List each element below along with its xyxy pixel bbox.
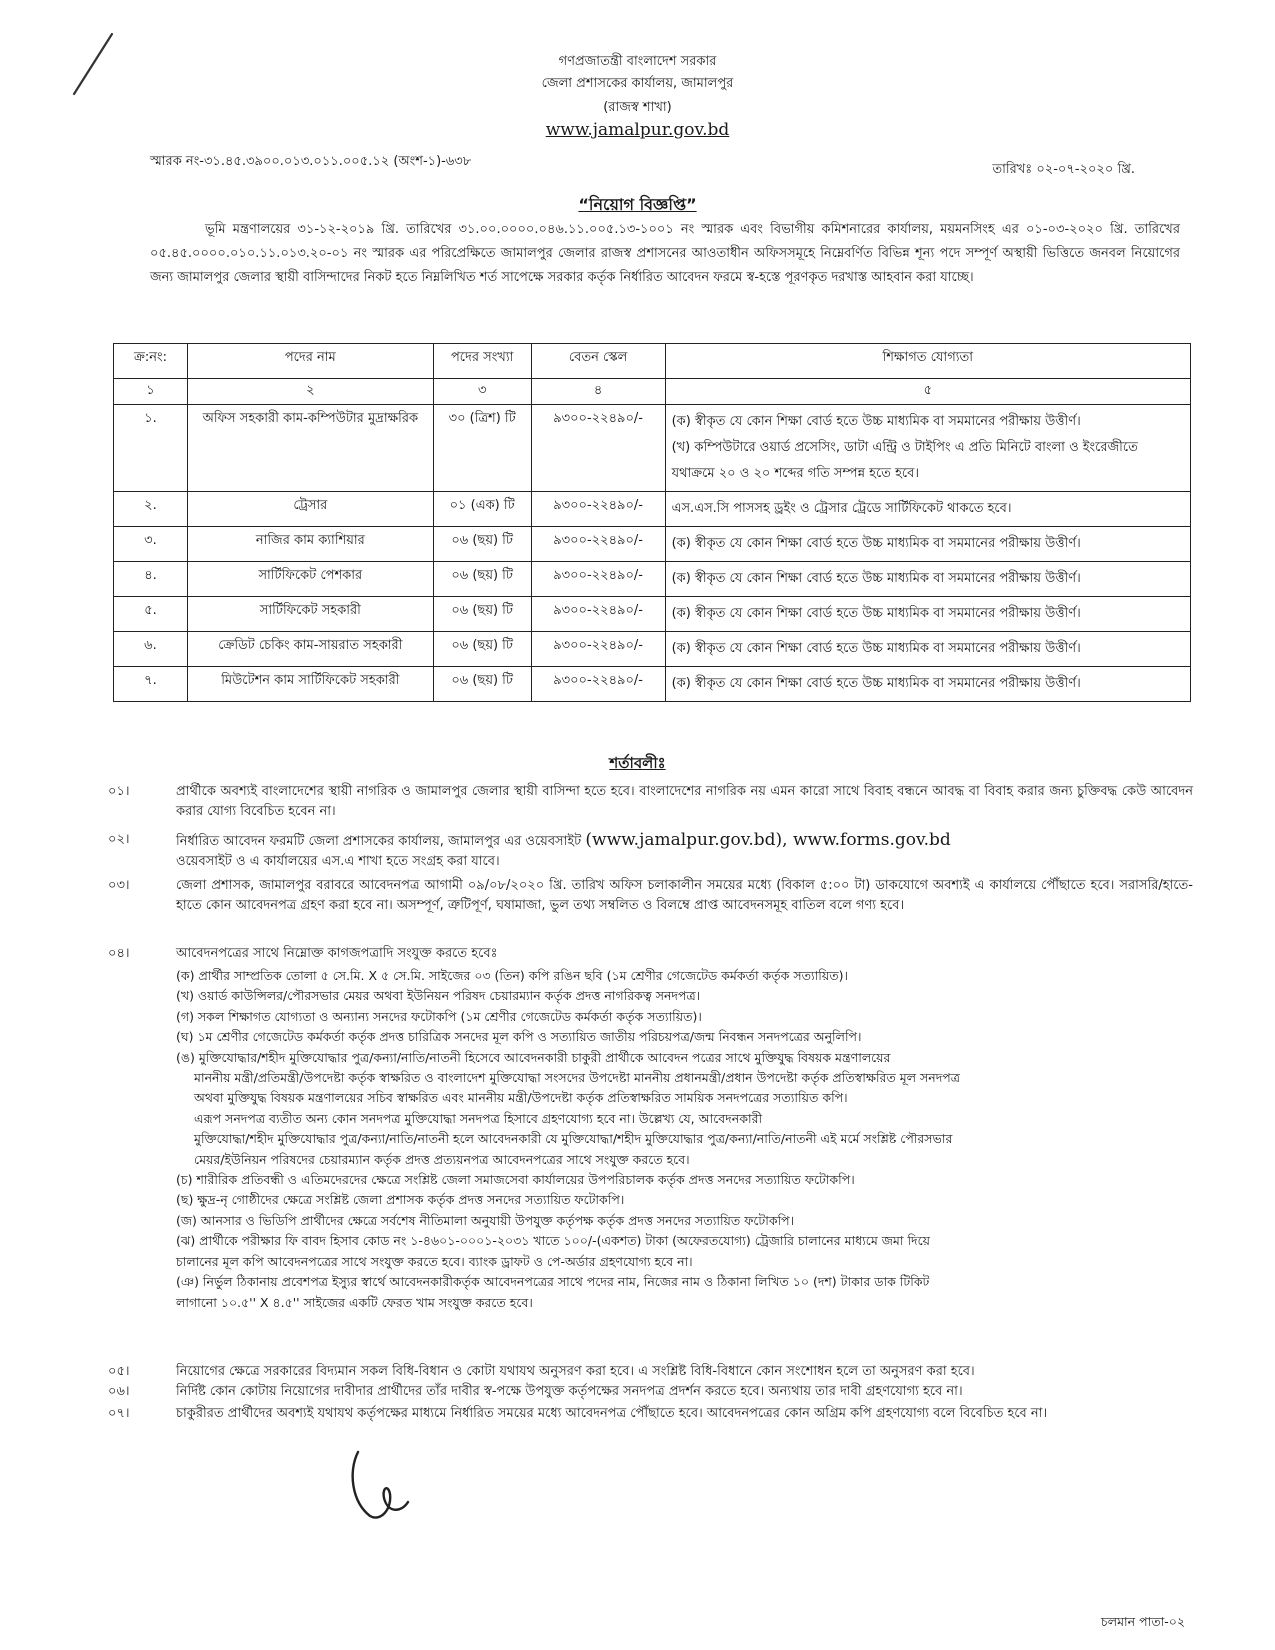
- term-text: নিয়োগের ক্ষেত্রে সরকারের বিদ্যমান সকল বিধি-বিধান ও কোটা যথাযথ অনুসরণ করা হবে। এ সংশ্লিষ্ট বিধি-বিধানে কোন সংশোধন হলে তা অনুসরণ করা হবে।: [176, 1364, 975, 1379]
- qualification-item: (ক) স্বীকৃত যে কোন শিক্ষা বোর্ড হতে উচ্চ মাধ্যমিক বা সমমানের পরীক্ষায় উত্তীর্ণ।: [671, 571, 1081, 586]
- row-post-count: ৩০ (ত্রিশ) টি: [433, 405, 531, 492]
- document-item: (ঝ) প্রার্থীকে পরীক্ষার ফি বাবদ হিসাব কোড নং ১-৪৬০১-০০০১-২০৩১ খাতে ১০০/-(একশত) টাকা (অফেরতযোগ্য) ট্রেজারি চালানের মাধ্যমে জমা দিয়ে: [176, 1233, 930, 1249]
- row-post-count: ০১ (এক) টি: [433, 492, 531, 527]
- row-qualification: [665, 562, 1190, 597]
- term-number: ০৪।: [108, 946, 130, 961]
- table-row: [114, 597, 1191, 632]
- term-text: [176, 830, 1193, 872]
- letterhead-office: জেলা প্রশাসকের কার্যালয়, জামালপুর: [541, 76, 734, 91]
- term-number: ০৩।: [108, 878, 130, 893]
- header-post-count: পদের সংখ্যা: [433, 344, 531, 379]
- qualification-item: (ক) স্বীকৃত যে কোন শিক্ষা বোর্ড হতে উচ্চ মাধ্যমিক বা সমমানের পরীক্ষায় উত্তীর্ণ।: [671, 414, 1081, 429]
- document-item: (জ) আনসার ও ভিডিপি প্রার্থীদের ক্ষেত্রে সর্বশেষ নীতিমালা অনুযায়ী উপযুক্ত কর্তৃপক্ষ কর্তৃক প্রদত্ত সনদের সত্যায়িত ফটোকপি।: [176, 1212, 795, 1228]
- row-pay-scale: ৯৩০০-২২৪৯০/-: [531, 667, 665, 702]
- table-row: [114, 562, 1191, 597]
- qualification-item: (ক) স্বীকৃত যে কোন শিক্ষা বোর্ড হতে উচ্চ মাধ্যমিক বা সমমানের পরীক্ষায় উত্তীর্ণ।: [671, 676, 1081, 691]
- table-row: [114, 405, 1191, 492]
- qualification-item: (খ) কম্পিউটারে ওয়ার্ড প্রসেসিং, ডাটা এন্ট্রি ও টাইপিং এ প্রতি মিনিটে বাংলা ও ইংরেজীতে যথাক্রমে ২০ ও ২০ শব্দের গতি সম্পন্ন হতে হবে।: [671, 440, 1138, 481]
- row-pay-scale: ৯৩০০-২২৪৯০/-: [531, 405, 665, 492]
- document-item-continued: অথবা মুক্তিযুদ্ধ বিষয়ক মন্ত্রণালয়ের সচিব স্বাক্ষরিত এবং মাননীয় মন্ত্রী/উপদেষ্টা কর্তৃক প্রতিস্বাক্ষরিত সাময়িক সনদপত্রের সত্যায়িত কপি।: [194, 1090, 848, 1106]
- row-post-count: ০৬ (ছয়) টি: [433, 527, 531, 562]
- row-post-name: নাজির কাম ক্যাশিয়ার: [187, 527, 433, 562]
- term-item: [108, 1362, 1193, 1382]
- column-number-row: [114, 379, 1191, 405]
- signature-mark: [330, 1432, 430, 1532]
- letterhead-branch: (রাজস্ব শাখা): [603, 100, 672, 115]
- document-item: (চ) শারীরিক প্রতিবন্ধী ও এতিমদেরদের ক্ষেত্রে সংশ্লিষ্ট জেলা সমাজসেবা কার্যালয়ের উপপরিচালক কর্তৃক প্রদত্ত সনদের সত্যায়িত ফটোকপি।: [176, 1172, 855, 1188]
- term-number: ০২।: [108, 832, 130, 847]
- header-pay-scale: বেতন স্কেল: [531, 344, 665, 379]
- row-post-name: সার্টিফিকেট সহকারী: [187, 597, 433, 632]
- document-item: (ঙ) মুক্তিযোদ্ধার/শহীদ মুক্তিযোদ্ধার পুত্র/কন্যা/নাতি/নাতনী হিসেবে আবেদনকারী চাকুরী প্রার্থীকে আবেদন পত্রের সাথে মুক্তিযুদ্ধ বিষয়ক মন্ত্রণালয়ের: [176, 1049, 891, 1065]
- row-post-name: ক্রেডিট চেকিং কাম-সায়রাত সহকারী: [187, 632, 433, 667]
- qualification-item: (ক) স্বীকৃত যে কোন শিক্ষা বোর্ড হতে উচ্চ মাধ্যমিক বা সমমানের পরীক্ষায় উত্তীর্ণ।: [671, 536, 1081, 551]
- forms-website-links: (www.jamalpur.gov.bd), www.forms.gov.bd: [585, 830, 951, 850]
- term-text: জেলা প্রশাসক, জামালপুর বরাবরে আবেদনপত্র আগামী ০৯/০৮/২০২০ খ্রি. তারিখ অফিস চলাকালীন সময়ের মধ্যে (বিকাল ৫:০০ টা) ডাকযোগে অবশ্যই এ কার্যালয়ে পৌঁছাতে হবে। সরাসরি/হাতে-হাতে কোন আবেদনপত্র গ্রহণ করা হবে না। অসম্পূর্ণ, ত্রুটিপূর্ণ, ঘষামাজা, ভুল তথ্য সম্বলিত ও বিলম্বে প্রাপ্ত আবেদনসমূহ বাতিল বলে গণ্য হবে।: [176, 878, 1193, 913]
- table-row: [114, 632, 1191, 667]
- term-text-part: নির্ধারিত আবেদন ফরমটি জেলা প্রশাসকের কার্যালয়, জামালপুর এর ওয়েবসাইট: [176, 834, 582, 849]
- row-qualification: [665, 405, 1190, 492]
- table-row: [114, 667, 1191, 702]
- qualification-item: (ক) স্বীকৃত যে কোন শিক্ষা বোর্ড হতে উচ্চ মাধ্যমিক বা সমমানের পরীক্ষায় উত্তীর্ণ।: [671, 606, 1081, 621]
- document-item: (ঘ) ১ম শ্রেণীর গেজেটেড কর্মকর্তা কর্তৃক প্রদত্ত চারিত্রিক সনদের মূল কপি ও সত্যায়িত জাতীয় পরিচয়পত্র/জন্ম নিবন্ধন সনদপত্রের অনুলিপি।: [176, 1029, 862, 1045]
- document-item: (ঞ) নির্ভুল ঠিকানায় প্রবেশপত্র ইস্যুর স্বার্থে আবেদনকারীকর্তৃক আবেদনপত্রের সাথে পদের নাম, নিজের নাম ও ঠিকানা লিখিত ১০ (দশ) টাকার ডাক টিকিট: [176, 1274, 930, 1290]
- document-item-continued: মেয়র/ইউনিয়ন পরিষদের চেয়ারম্যান কর্তৃক প্রদত্ত প্রত্যয়নপত্র আবেদনপত্রের সাথে সংযুক্ত করতে হবে।: [194, 1151, 690, 1167]
- term-text: নির্দিষ্ট কোন কোটায় নিয়োগের দাবীদার প্রার্থীদের তাঁর দাবীর স্ব-পক্ষে উপযুক্ত কর্তৃপক্ষের সনদপত্র প্রদর্শন করতে হবে। অন্যথায় তার দাবী গ্রহণযোগ্য হবে না।: [176, 1384, 963, 1399]
- row-post-name: সার্টিফিকেট পেশকার: [187, 562, 433, 597]
- page-continuation-note: চলমান পাতা-০২: [1101, 1614, 1185, 1629]
- terms-title: শর্তাবলীঃ: [609, 754, 666, 772]
- intro-paragraph: ভূমি মন্ত্রণালয়ের ৩১-১২-২০১৯ খ্রি. তারিখের ৩১.০০.০০০০.০৪৬.১১.০০৫.১৩-১০০১ নং স্মারক এবং বিভাগীয় কমিশনারের কার্যালয়, ময়মনসিংহ এর ০১-০৩-২০২০ খ্রি. তারিখের ০৫.৪৫.০০০০.০১০.১১.০১৩.২০-০১ নং স্মারক এর পরিপ্রেক্ষিতে জামালপুর জেলার রাজস্ব প্রশাসনের আওতাধীন অফিসসমূহে নিম্নেবর্ণিত বিভিন্ন শূন্য পদে সম্পূর্ণ অস্থায়ী ভিত্তিতে জনবল নিয়োগের জন্য জামালপুর জেলার স্থায়ী বাসিন্দাদের নিকট হতে নিম্নলিখিত শর্ত সাপেক্ষে সরকার কর্তৃক নির্ধারিত আবেদন ফরমে স্ব-হস্তে পূরণকৃত দরখাস্ত আহবান করা যাচ্ছে।: [150, 222, 1180, 285]
- term-number: ০১।: [108, 784, 130, 799]
- row-serial: ৩.: [114, 527, 188, 562]
- row-pay-scale: ৯৩০০-২২৪৯০/-: [531, 632, 665, 667]
- qualification-item: এস.এস.সি পাসসহ ড্রইং ও ট্রেসার ট্রেডে সার্টিফিকেট থাকতে হবে।: [671, 501, 1012, 516]
- term-text-part: ওয়েবসাইট ও এ কার্যালয়ের এস.এ শাখা হতে সংগ্রহ করা যাবে।: [176, 854, 500, 869]
- document-item-continued: চালানের মূল কপি আবেদনপত্রের সাথে সংযুক্ত করতে হবে। ব্যাংক ড্রাফট ও পে-অর্ডার গ্রহণযোগ্য হবে না।: [176, 1253, 693, 1269]
- term-text: চাকুরীরত প্রার্থীদের অবশ্যই যথাযথ কর্তৃপক্ষের মাধ্যমে নির্ধারিত সময়ের মধ্যে আবেদনপত্র পৌঁছাতে হবে। আবেদনপত্রের কোন অগ্রিম কপি গ্রহণযোগ্য বলে বিবেচিত হবে না।: [176, 1406, 1048, 1421]
- term-text: প্রার্থীকে অবশ্যই বাংলাদেশের স্থায়ী নাগরিক ও জামালপুর জেলার স্থায়ী বাসিন্দা হতে হবে। বাংলাদেশের নাগরিক নয় এমন কারো সাথে বিবাহ বন্ধনে আবদ্ধ বা বিবাহ করার জন্য চুক্তিবদ্ধ কেউ আবেদন করার যোগ্য বিবেচিত হবেন না।: [176, 784, 1193, 819]
- document-item: (ছ) ক্ষুদ্র-নৃ গোষ্ঠীদের ক্ষেত্রে সংশ্লিষ্ট জেলা প্রশাসক কর্তৃক প্রদত্ত সনদের সত্যায়িত ফটোকপি।: [176, 1192, 625, 1208]
- row-qualification: [665, 492, 1190, 527]
- row-pay-scale: ৯৩০০-২২৪৯০/-: [531, 527, 665, 562]
- row-serial: ৭.: [114, 667, 188, 702]
- document-item: (ক) প্রার্থীর সাম্প্রতিক তোলা ৫ সে.মি. X ৫ সে.মি. সাইজের ০৩ (তিন) কপি রঙিন ছবি (১ম শ্রেণীর গেজেটেড কর্মকর্তা কর্তৃক সত্যায়িত)।: [176, 968, 848, 983]
- term-number: ০৬।: [108, 1384, 130, 1399]
- term-item: [108, 782, 1193, 822]
- term-item: [108, 1382, 1193, 1402]
- row-post-count: ০৬ (ছয়) টি: [433, 597, 531, 632]
- table-header-row: [114, 344, 1191, 379]
- row-serial: ৫.: [114, 597, 188, 632]
- document-item-continued: লাগানো ১০.৫'' X ৪.৫'' সাইজের একটি ফেরত খাম সংযুক্ত করতে হবে।: [176, 1294, 533, 1310]
- row-pay-scale: ৯৩০০-২২৪৯০/-: [531, 562, 665, 597]
- row-serial: ৪.: [114, 562, 188, 597]
- header-post-name: পদের নাম: [187, 344, 433, 379]
- row-pay-scale: ৯৩০০-২২৪৯০/-: [531, 492, 665, 527]
- document-item-continued: মুক্তিযোদ্ধা/শহীদ মুক্তিযোদ্ধার পুত্র/কন্যা/নাতি/নাতনী হলে আবেদনকারী যে মুক্তিযোদ্ধা/শহীদ মুক্তিযোদ্ধার পুত্র/কন্যা/নাতি/নাতনী এই মর্মে সংশ্লিষ্ট পৌরসভার: [194, 1131, 953, 1147]
- row-post-name: অফিস সহকারী কাম-কম্পিউটার মুদ্রাক্ষরিক: [187, 405, 433, 492]
- term-item: [108, 876, 1193, 916]
- row-post-count: ০৬ (ছয়) টি: [433, 562, 531, 597]
- memo-date: তারিখঃ ০২-০৭-২০২০ খ্রি.: [992, 162, 1135, 177]
- term-item: [108, 944, 1193, 964]
- document-item-continued: মাননীয় মন্ত্রী/প্রতিমন্ত্রী/উপদেষ্টা কর্তৃক স্বাক্ষরিত ও বাংলাদেশ মুক্তিযোদ্ধা সংসদের উপদেষ্টা মাননীয় প্রধানমন্ত্রী/প্রধান উপদেষ্টা কর্তৃক প্রতিস্বাক্ষরিত মূল সনদপত্র: [194, 1070, 960, 1086]
- row-pay-scale: ৯৩০০-২২৪৯০/-: [531, 597, 665, 632]
- column-number: ১: [114, 379, 188, 405]
- term-item: [108, 830, 1193, 872]
- term-number: ০৫।: [108, 1364, 130, 1379]
- term-item: [108, 1404, 1193, 1424]
- row-serial: ৬.: [114, 632, 188, 667]
- term-number: ০৭।: [108, 1406, 130, 1421]
- row-post-name: ট্রেসার: [187, 492, 433, 527]
- table-row: [114, 492, 1191, 527]
- row-serial: ১.: [114, 405, 188, 492]
- header-qualification: শিক্ষাগত যোগ্যতা: [665, 344, 1190, 379]
- term-text: আবেদনপত্রের সাথে নিম্নোক্ত কাগজপত্রাদি সংযুক্ত করতে হবেঃ: [176, 946, 498, 961]
- document-item: (গ) সকল শিক্ষাগত যোগ্যতা ও অন্যান্য সনদের ফটোকপি (১ম শ্রেণীর গেজেটেড কর্মকর্তা কর্তৃক সত্যায়িত)।: [176, 1008, 702, 1024]
- memo-number: স্মারক নং-৩১.৪৫.৩৯০০.০১৩.০১১.০০৫.১২ (অংশ-১)-৬৩৮: [150, 154, 472, 169]
- column-number: ৪: [531, 379, 665, 405]
- notice-title: “নিয়োগ বিজ্ঞপ্তি”: [578, 195, 697, 214]
- table-row: [114, 527, 1191, 562]
- row-qualification: [665, 667, 1190, 702]
- column-number: ৫: [665, 379, 1190, 405]
- row-post-count: ০৬ (ছয়) টি: [433, 667, 531, 702]
- row-serial: ২.: [114, 492, 188, 527]
- column-number: ৩: [433, 379, 531, 405]
- column-number: ২: [187, 379, 433, 405]
- row-qualification: [665, 632, 1190, 667]
- letterhead-government: গণপ্রজাতন্ত্রী বাংলাদেশ সরকার: [558, 54, 717, 69]
- row-qualification: [665, 597, 1190, 632]
- row-post-name: মিউটেশন কাম সার্টিফিকেট সহকারী: [187, 667, 433, 702]
- vacancy-table: [113, 343, 1191, 702]
- qualification-item: (ক) স্বীকৃত যে কোন শিক্ষা বোর্ড হতে উচ্চ মাধ্যমিক বা সমমানের পরীক্ষায় উত্তীর্ণ।: [671, 641, 1081, 656]
- required-documents-list: [176, 966, 1196, 1313]
- row-qualification: [665, 527, 1190, 562]
- letterhead-website: www.jamalpur.gov.bd: [545, 120, 730, 140]
- document-item: (খ) ওয়ার্ড কাউন্সিলর/পৌরসভার মেয়র অথবা ইউনিয়ন পরিষদ চেয়ারম্যান কর্তৃক প্রদত্ত নাগরিকত্ব সনদপত্র।: [176, 988, 701, 1004]
- row-post-count: ০৬ (ছয়) টি: [433, 632, 531, 667]
- document-item-continued: এরূপ সনদপত্র ব্যতীত অন্য কোন সনদপত্র মুক্তিযোদ্ধা সনদপত্র হিসাবে গ্রহণযোগ্য হবে না। উল্লেখ্য যে, আবেদনকারী: [194, 1110, 763, 1126]
- header-serial: ক্র:নং:: [114, 344, 188, 379]
